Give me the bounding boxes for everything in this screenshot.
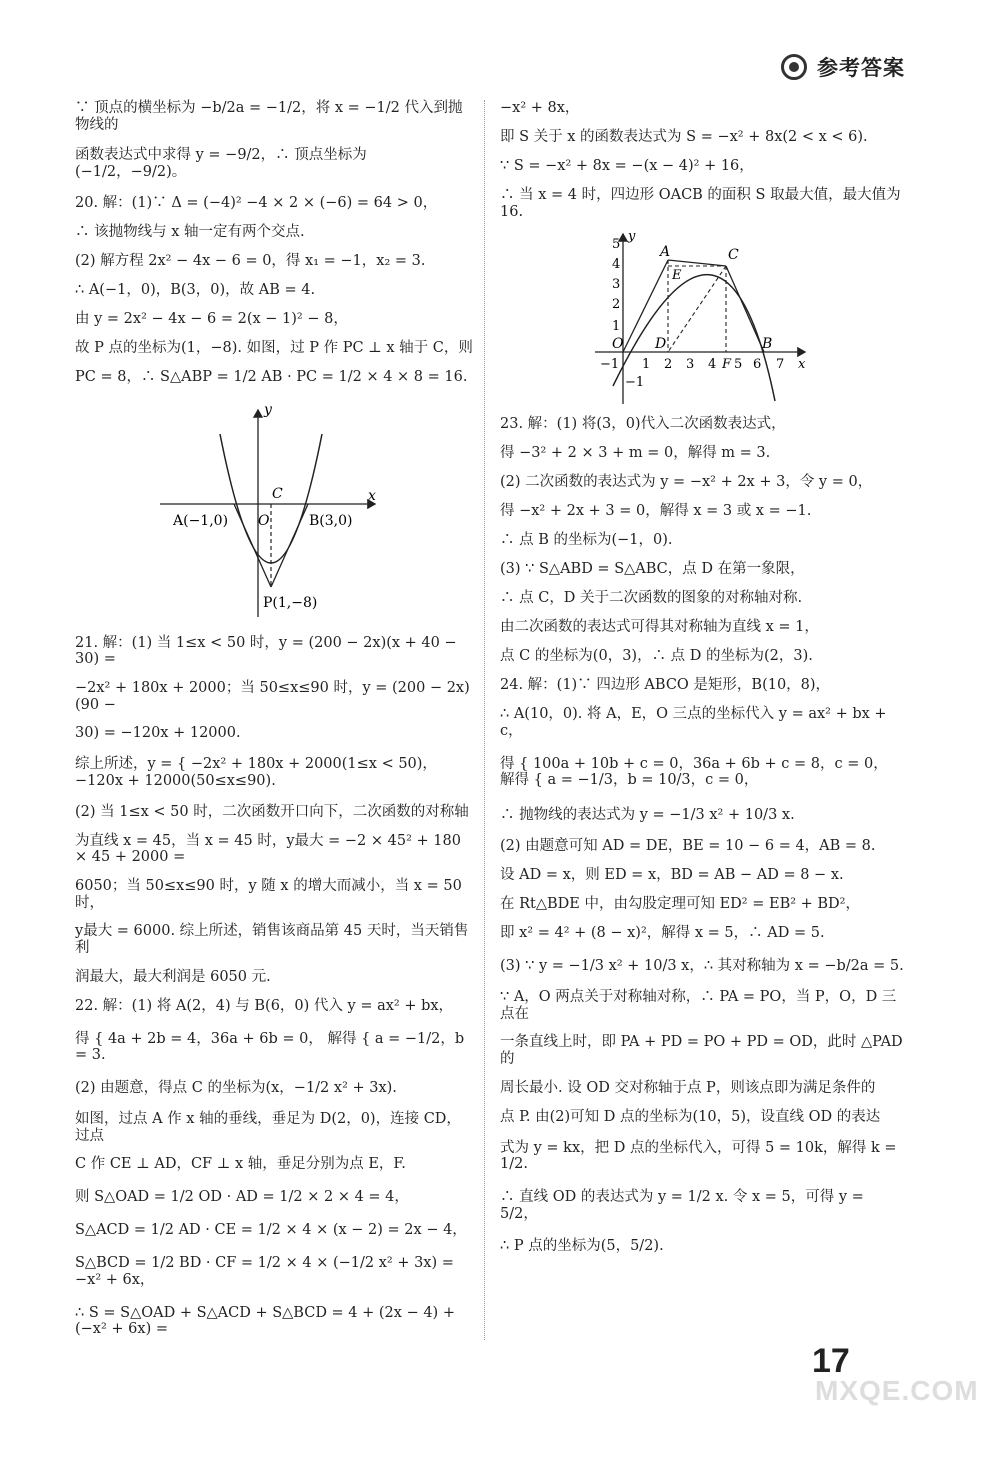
- column-divider: [484, 100, 485, 1340]
- text-line: 设 AD = x，则 ED = x，BD = AB − AD = 8 − x.: [500, 867, 844, 884]
- text-line: 21. 解：(1) 当 1≤x < 50 时，y = (200 − 2x)(x + 40 − 30) =: [75, 634, 462, 668]
- text-line: 由 y = 2x² − 4x − 6 = 2(x − 1)² − 8，: [75, 310, 348, 327]
- segment-AC: [668, 260, 726, 266]
- text-line: 23. 解：(1) 将(3，0)代入二次函数表达式，: [500, 416, 786, 433]
- text-line: ∴ 该抛物线与 x 轴一定有两个交点.: [75, 223, 305, 240]
- text-line: y最大 = 6000. 综上所述，销售该商品第 45 天时，当天销售利: [75, 923, 469, 957]
- tick-y-2: 2: [612, 297, 621, 313]
- text-line: 润最大，最大利润是 6050 元.: [75, 968, 271, 985]
- text-line: 即 S 关于 x 的函数表达式为 S = −x² + 8x(2 < x < 6).: [500, 129, 868, 145]
- segment-PB: [271, 504, 308, 587]
- text-line: ∴ A(−1，0)，B(3，0)，故 AB = 4.: [75, 281, 316, 298]
- tick-y-5: 5: [612, 237, 621, 253]
- text-line: ∵ S = −x² + 8x = −(x − 4)² + 16，: [500, 158, 754, 174]
- text-line: −x² + 8x，: [500, 100, 580, 116]
- text-line: ∵ 顶点的横坐标为 −b/2a = −1/2，将 x = −1/2 代入到抛物线的: [75, 100, 463, 133]
- text-line: 20. 解：(1)∵ Δ = (−4)² −4 × 2 × (−6) = 64 > 0，: [75, 194, 438, 211]
- segment-CB: [726, 266, 764, 352]
- text-line: (2) 当 1≤x < 50 时，二次函数开口向下，二次函数的对称轴: [75, 803, 469, 820]
- text-line: 得 { 4a + 2b = 4，36a + 6b = 0， 解得 { a = −1/2，b = 3.: [75, 1030, 469, 1064]
- text-line: ∴ A(10，0). 将 A，E，O 三点的坐标代入 y = ax² + bx + c，: [500, 706, 892, 740]
- watermark-logo: MXQE.COM: [815, 1375, 979, 1406]
- label-y: y: [628, 229, 636, 245]
- tick-y-3: 3: [612, 277, 621, 293]
- label-x: x: [368, 487, 376, 504]
- text-line: 24. 解：(1)∵ 四边形 ABCO 是矩形，B(10，8)，: [500, 677, 831, 694]
- tick-x-4: 4: [708, 357, 717, 373]
- page-header: [781, 52, 905, 82]
- label-B: B: [762, 336, 773, 353]
- left-column: [75, 100, 475, 1338]
- label-F: F: [722, 357, 732, 373]
- text-line: (2) 由题意可知 AD = DE，BE = 10 − 6 = 4，AB = 8.: [500, 838, 876, 855]
- text-line: 得 { 100a + 10b + c = 0，36a + 6b + c = 8，c = 0， 解得 { a = −1/3，b = 10/3，c = 0，: [500, 755, 893, 789]
- text-line: 综上所述，y = { −2x² + 180x + 2000(1≤x < 50)，−120x + 12000(50≤x≤90).: [75, 756, 437, 790]
- label-C: C: [728, 247, 739, 264]
- text-line: ∴ 点 C，D 关于二次函数的图象的对称轴对称.: [500, 590, 803, 607]
- label-C: C: [272, 485, 283, 502]
- label-O: O: [258, 512, 270, 529]
- parabola-curve: [220, 434, 322, 563]
- label-A: A: [660, 244, 671, 261]
- text-line: PC = 8，∴ S△ABP = 1/2 AB · PC = 1/2 × 4 × 8 = 16.: [75, 368, 468, 385]
- tick-y-4: 4: [612, 257, 621, 273]
- text-line: 由二次函数的表达式可得其对称轴为直线 x = 1，: [500, 619, 819, 636]
- text-line: (3) ∵ S△ABD = S△ABC，点 D 在第一象限，: [500, 561, 805, 578]
- label-P: P(1,−8): [263, 594, 318, 611]
- text-line: 一条直线上时，即 PA + PD = PO + PD = OD，此时 △PAD 的: [500, 1034, 908, 1068]
- label-y: y: [264, 401, 272, 418]
- text-line: 得 −x² + 2x + 3 = 0，解得 x = 3 或 x = −1.: [500, 503, 812, 520]
- label-D: D: [655, 336, 667, 353]
- text-line: 得 −3² + 2 × 3 + m = 0，解得 m = 3.: [500, 445, 771, 462]
- text-line: S△BCD = 1/2 BD · CF = 1/2 × 4 × (−1/2 x² + 3x) = −x² + 6x，: [75, 1255, 459, 1289]
- text-line: ∵ A，O 两点关于对称轴对称，∴ PA = PO，当 P，O，D 三点在: [500, 989, 897, 1022]
- label-A: A(−1,0): [173, 512, 229, 529]
- text-line: 周长最小. 设 OD 交对称轴于点 P，则该点即为满足条件的: [500, 1079, 876, 1096]
- text-line: ∴ 点 B 的坐标为(−1，0).: [500, 532, 673, 549]
- tick-x-2: 2: [664, 357, 673, 373]
- text-line: 点 C 的坐标为(0，3)，∴ 点 D 的坐标为(2，3).: [500, 648, 813, 665]
- text-line: 6050；当 50≤x≤90 时，y 随 x 的增大而减小，当 x = 50 时，: [75, 878, 467, 911]
- text-line: (2) 由题意，得点 C 的坐标为(x，−1/2 x² + 3x).: [75, 1080, 397, 1097]
- page-number: 17: [812, 1342, 850, 1380]
- text-line: −2x² + 180x + 2000；当 50≤x≤90 时，y = (200 − 2x)(90 −: [75, 680, 470, 713]
- text-line: 式为 y = kx，把 D 点的坐标代入，可得 5 = 10k，解得 k = 1/2.: [500, 1139, 902, 1173]
- tick-x-neg1: −1: [600, 357, 620, 373]
- text-line: 如图，过点 A 作 x 轴的垂线，垂足为 D(2，0)，连接 CD，过点: [75, 1111, 461, 1144]
- text-line: 点 P. 由(2)可知 D 点的坐标为(10，5)，设直线 OD 的表达: [500, 1108, 881, 1125]
- text-line: 故 P 点的坐标为(1，−8). 如图，过 P 作 PC ⊥ x 轴于 C，则: [75, 339, 473, 356]
- text-line: 22. 解：(1) 将 A(2，4) 与 B(6，0) 代入 y = ax² + bx，: [75, 997, 454, 1014]
- text-line: 30) = −120x + 12000.: [75, 725, 241, 742]
- tick-x-3: 3: [686, 357, 695, 373]
- text-line: (2) 解方程 2x² − 4x − 6 = 0，得 x₁ = −1，x₂ = 3.: [75, 252, 426, 269]
- text-line: ∴ 直线 OD 的表达式为 y = 1/2 x. 令 x = 5，可得 y = 5/2，: [500, 1189, 869, 1222]
- label-B: B(3,0): [309, 512, 353, 529]
- figure-parabola-1: [75, 392, 475, 627]
- text-line: 为直线 x = 45，当 x = 45 时，y最大 = −2 × 45² + 180 × 45 + 2000 =: [75, 832, 466, 866]
- text-line: 函数表达式中求得 y = −9/2，∴ 顶点坐标为(−1/2，−9/2)。: [75, 147, 367, 181]
- text-line: S△ACD = 1/2 AD · CE = 1/2 × 4 × (x − 2) = 2x − 4，: [75, 1222, 467, 1239]
- text-line: ∴ P 点的坐标为(5，5/2).: [500, 1238, 664, 1255]
- text-line: ∴ 当 x = 4 时，四边形 OACB 的面积 S 取最大值，最大值为 16.: [500, 187, 906, 220]
- text-line: ∴ 抛物线的表达式为 y = −1/3 x² + 10/3 x.: [500, 807, 795, 824]
- label-O: O: [612, 336, 624, 353]
- tick-y-neg1: −1: [625, 375, 645, 391]
- text-line: ∴ S = S△OAD + S△ACD + S△BCD = 4 + (2x − 4) + (−x² + 6x) =: [75, 1304, 460, 1338]
- text-line: C 作 CE ⊥ AD，CF ⊥ x 轴，垂足分别为点 E，F.: [75, 1156, 406, 1173]
- tick-x-7: 7: [776, 357, 785, 373]
- tick-x-6: 6: [753, 357, 762, 373]
- figure-parabola-2: [500, 226, 905, 406]
- tick-x-5: 5: [734, 357, 743, 373]
- header-title: 参考答案: [817, 56, 905, 80]
- label-E: E: [672, 268, 682, 284]
- tick-y-1: 1: [612, 319, 621, 335]
- tick-x-1: 1: [642, 357, 651, 373]
- text-line: 即 x² = 4² + (8 − x)²，解得 x = 5，∴ AD = 5.: [500, 925, 825, 942]
- text-line: 在 Rt△BDE 中，由勾股定理可知 ED² = EB² + BD²，: [500, 896, 860, 913]
- right-column: [500, 100, 908, 1255]
- text-line: (2) 二次函数的表达式为 y = −x² + 2x + 3，令 y = 0，: [500, 474, 873, 491]
- book-logo-icon: [781, 54, 807, 80]
- text-line: (3) ∵ y = −1/3 x² + 10/3 x，∴ 其对称轴为 x = −b/2a = 5.: [500, 958, 904, 975]
- label-x: x: [798, 357, 806, 373]
- text-line: 则 S△OAD = 1/2 OD · AD = 1/2 × 2 × 4 = 4，: [75, 1189, 409, 1206]
